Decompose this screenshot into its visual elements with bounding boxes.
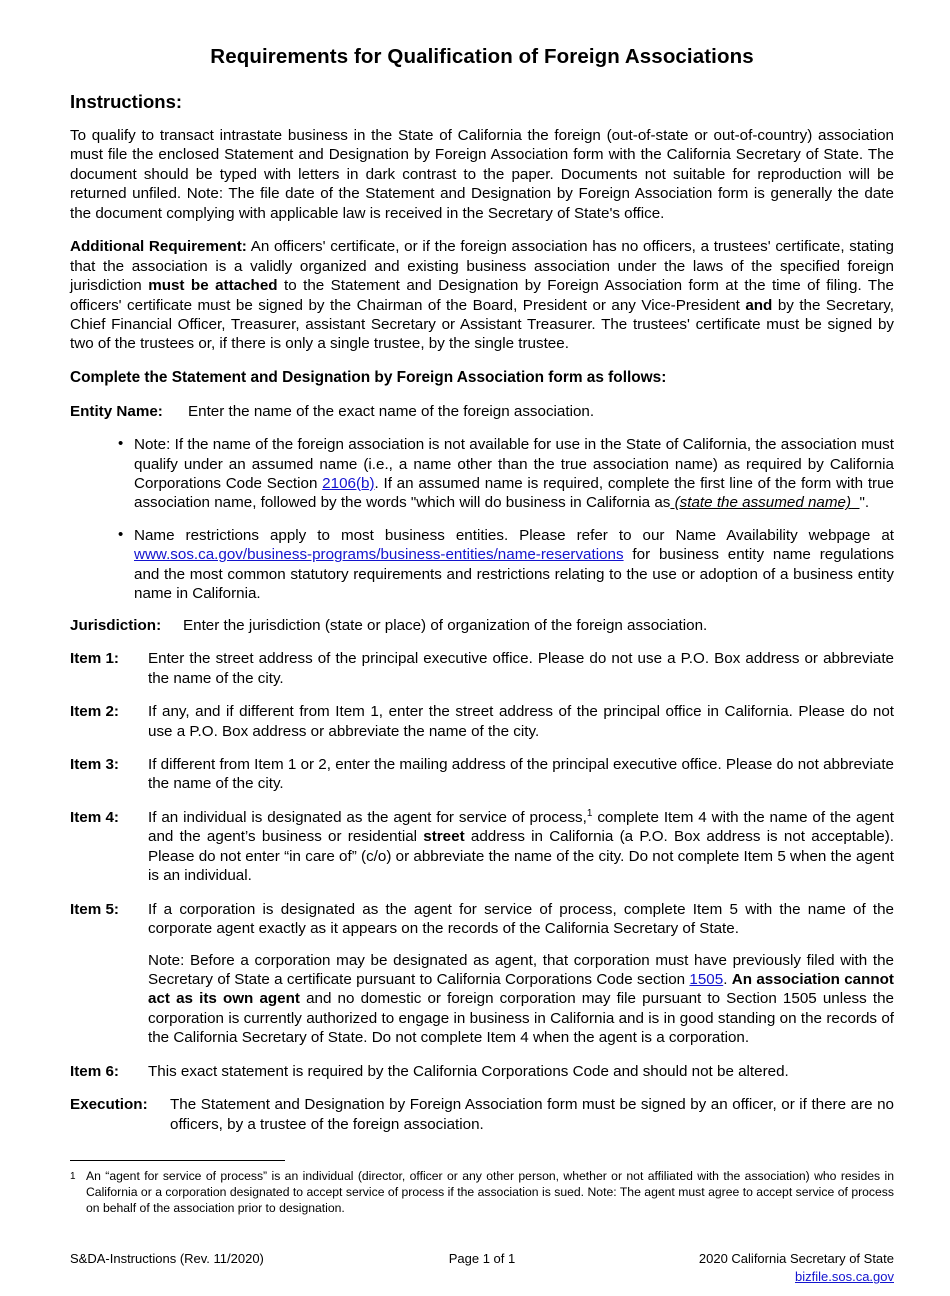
entity-name-label: Entity Name: [70, 402, 163, 420]
item-5-note [148, 951, 894, 1048]
item-2-label: Item 2: [70, 703, 119, 721]
item-5-note-text-1: Note: Before a corporation may be designated as agent, that corporation must have previously filed with the Secretary of State a certificate pursuant to California Corporations Code section [148, 951, 894, 989]
item-4-text-3: address in California (a P.O. Box address is not acceptable). Please do not enter “in care of” (c/o) or abbreviate the name of the city. Do not complete Item 5 when the agent is an individual. [148, 828, 894, 885]
name-reservations-link[interactable]: www.sos.ca.gov/business-programs/business-entities/name-reservations [134, 546, 624, 564]
bullet2-text-1: Name restrictions apply to most business entities. Please refer to our Name Availability webpage at [134, 526, 894, 544]
item-3-text: If different from Item 1 or 2, enter the mailing address of the principal executive office. Please do not abbreviate the name of the city. [148, 755, 894, 793]
additional-requirement-text-2: to the Statement and Designation by Foreign Association form at the time of filing. The officers' certificate must be signed by the Chairman of the Board, President or any Vice-President [70, 277, 895, 314]
additional-requirement-label: Additional Requirement: [70, 238, 247, 256]
additional-requirement-bold-2: and [745, 296, 773, 314]
item-4-row [70, 808, 894, 886]
entity-name-row [70, 402, 894, 421]
item-4-text [148, 808, 894, 886]
bullet1-text-2: . If an assumed name is required, complete the first line of the form with true association name, followed by the words "which will do business in California as [134, 474, 894, 512]
footer-agency: 2020 California Secretary of State [698, 1250, 894, 1266]
additional-requirement-bold-1: must be attached [148, 277, 278, 295]
item-1-text: Enter the street address of the principal executive office. Please do not use a P.O. Box address or abbreviate the name of the city. [148, 650, 894, 687]
bullet1-text-1: Note: If the name of the foreign association is not available for use in the State of California, the association must qualify under an assumed name (i.e., a name other than the true association name) as required by California Corporations Code Section [134, 436, 894, 492]
footer-page-number: Page 1 of 1 [448, 1250, 516, 1266]
footer-right [581, 1251, 894, 1286]
item-4-label: Item 4: [70, 808, 119, 826]
footnote-divider [70, 1160, 285, 1161]
item-6-label: Item 6: [70, 1062, 119, 1080]
footnote [70, 1169, 894, 1217]
bullet2-text-2: for business entity name regulations and the most common statutory requirements and restrictions relating to the use or adoption of a business entity name in California. [134, 546, 894, 603]
page-footer [70, 1251, 894, 1286]
item-2-text: If any, and if different from Item 1, enter the street address of the principal office in California. Please do not use a P.O. Box address or abbreviate the name of the city. [148, 703, 894, 740]
item-1-label: Item 1: [70, 650, 119, 668]
instructions-heading: Instructions: [70, 91, 183, 113]
assumed-name-blank: (state the assumed name) [670, 494, 852, 512]
item-4-bold-street: street [423, 828, 465, 846]
execution-text: The Statement and Designation by Foreign Association form must be signed by an officer, or if there are no officers, by a trustee of the foreign association. [170, 1096, 894, 1133]
footnote-text: An “agent for service of process” is an individual (director, officer or any other person, whether or not affiliated with the association) who resides in California or a corporation designated to accept service of process if the association is sued. Note: The agent must agree to accept service of process on behalf of the association prior to designation. [86, 1169, 894, 1215]
additional-requirement-text-1: An officers' certificate, or if the foreign association has no officers, a trustees' certificate, stating that the association is a validly organized and existing business association under the laws of the specified foreign jurisdiction [70, 238, 894, 295]
footer-form-id: S&DA-Instructions (Rev. 11/2020) [70, 1250, 264, 1266]
bizfile-link[interactable]: bizfile.sos.ca.gov [795, 1269, 894, 1285]
item-3-label: Item 3: [70, 755, 119, 773]
jurisdiction-text: Enter the jurisdiction (state or place) of organization of the foreign association. [183, 616, 708, 634]
entity-name-bullets [70, 435, 894, 604]
item-2-row [70, 702, 894, 741]
footnote-marker: 1 [586, 807, 593, 819]
item-4-text-2: complete Item 4 with the name of the agent and the agent’s business or residential [148, 808, 894, 846]
list-item [118, 435, 894, 513]
item-5-label: Item 5: [70, 900, 119, 918]
execution-label: Execution: [70, 1096, 148, 1114]
item-5-content [148, 900, 894, 1048]
item-1-row [70, 649, 894, 688]
item-4-text-1: If an individual is designated as the agent for service of process, [148, 808, 587, 826]
jurisdiction-row [70, 616, 894, 635]
item-5-text: If a corporation is designated as the agent for service of process, complete Item 5 with the name of the corporate agent exactly as it appears on the records of the California Secretary of State. [148, 900, 894, 938]
additional-requirement-text-3: by the Secretary, Chief Financial Officer, Treasurer, assistant Secretary or Assistant Treasurer. The trustees' certificate must be signed by two of the trustees or, if there is only a single trustee, by the single trustee. [70, 296, 894, 353]
item-6-text: This exact statement is required by the California Corporations Code and should not be altered. [148, 1062, 789, 1080]
footnote-section [70, 1160, 894, 1217]
item-5-note-bold: An association cannot act as its own agent [148, 971, 894, 1008]
jurisdiction-label: Jurisdiction: [70, 616, 162, 634]
item-3-row [70, 755, 894, 794]
item-5-row [70, 900, 894, 1048]
execution-row [70, 1095, 894, 1134]
bullet1-text-3: ". [859, 494, 870, 512]
item-5-note-text-2: . [723, 971, 732, 989]
complete-form-heading: Complete the Statement and Designation by Foreign Association form as follows: [70, 368, 667, 386]
corporations-code-1505-link[interactable]: 1505 [689, 971, 724, 989]
list-item [118, 526, 894, 604]
item-6-row [70, 1062, 894, 1081]
entity-name-text: Enter the name of the exact name of the foreign association. [188, 402, 595, 420]
item-5-note-text-3: and no domestic or foreign corporation may file pursuant to Section 1505 unless the corporation is currently authorized to engage in business in California and is in good standing on the records of the California Secretary of State. Do not complete Item 4 when the agent is a corporation. [148, 990, 894, 1047]
page-title: Requirements for Qualification of Foreign Associations [210, 45, 754, 68]
intro-paragraph: To qualify to transact intrastate business in the State of California the foreign (out-of-state or out-of-country) association must file the enclosed Statement and Designation by Foreign Association form with the California Secretary of State. The document should be typed with letters in dark contrast to the paper. Documents not suitable for reproduction will be returned unfiled. Note: The file date of the Statement and Designation by Foreign Association form is generally the date the document complying with applicable law is received in the Secretary of State's office. [70, 126, 894, 222]
assumed-name-blank-tail [851, 494, 859, 511]
corporations-code-2106b-link[interactable]: 2106(b) [322, 474, 375, 492]
footnote-number: 1 [70, 1171, 76, 1183]
additional-requirement-paragraph [70, 237, 894, 354]
